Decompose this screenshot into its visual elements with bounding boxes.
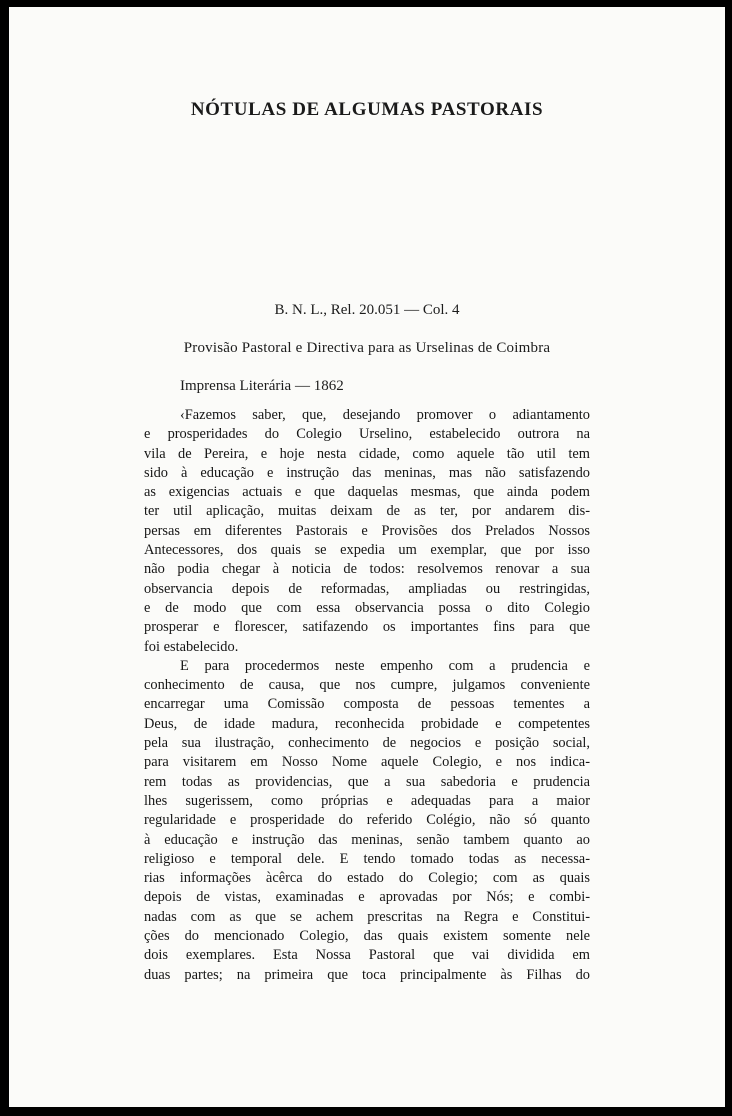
text-line: pela sua ilustração, conhecimento de negocios e posição social,: [144, 735, 590, 752]
text-line: dois exemplares. Esta Nossa Pastoral que vai dividida em: [144, 947, 590, 964]
paragraph-1: [144, 406, 590, 657]
text-line: vila de Pereira, e hoje nesta cidade, como aquele tão util tem: [144, 445, 590, 462]
paragraph-2: [144, 657, 590, 985]
text-line: e prosperidades do Colegio Urselino, estabelecido outrora na: [144, 426, 590, 443]
text-line: Deus, de idade madura, reconhecida probidade e competentes: [144, 715, 590, 732]
text-line: depois de vistas, examinadas e aprovadas por Nós; e combi-: [144, 889, 590, 906]
archive-reference: B. N. L., Rel. 20.051 — Col. 4: [274, 302, 460, 318]
document-subtitle: Provisão Pastoral e Directiva para as Urselinas de Coimbra: [183, 340, 551, 356]
text-line: ções do mencionado Colegio, das quais existem somente nele: [144, 928, 590, 945]
text-line: nadas com as que se achem prescritas na Regra e Constitui-: [144, 908, 590, 925]
text-line: as exigencias actuais e que daquelas mesmas, que ainda podem: [144, 484, 590, 501]
text-line: foi estabelecido.: [144, 638, 239, 655]
text-line: observancia depois de reformadas, ampliadas ou restringidas,: [144, 580, 590, 597]
text-line: à educação e instrução das meninas, senão tambem quanto ao: [144, 831, 590, 848]
text-line: Antecessores, dos quais se expedia um exemplar, que por isso: [144, 542, 590, 559]
text-line: religioso e temporal dele. E tendo tomado todas as necessa-: [144, 850, 590, 867]
body-text: [144, 406, 590, 985]
text-line: prosperar e florescer, satifazendo os importantes fins para que: [144, 619, 590, 636]
text-line: persas em diferentes Pastorais e Provisões dos Prelados Nossos: [144, 522, 590, 539]
imprint-line: Imprensa Literária — 1862: [180, 378, 344, 394]
document-title: NÓTULAS DE ALGUMAS PASTORAIS: [190, 99, 544, 120]
text-line: rias informações àcêrca do estado do Colegio; com as quais: [144, 870, 590, 887]
text-line: duas partes; na primeira que toca principalmente às Filhas do: [144, 966, 590, 983]
text-line: lhes sugerissem, como próprias e adequadas para a maior: [144, 792, 590, 809]
text-line: e de modo que com essa observancia possa o dito Colegio: [144, 599, 590, 616]
text-line: ‹Fazemos saber, que, desejando promover o adiantamento: [180, 407, 590, 423]
text-line: conhecimento de causa, que nos cumpre, julgamos conveniente: [144, 677, 590, 694]
text-line: E para procedermos neste empenho com a prudencia e: [180, 657, 590, 674]
text-line: regularidade e prosperidade do referido Colégio, não só quanto: [144, 812, 590, 829]
document-page: [9, 7, 725, 1107]
text-line: rem todas as providencias, que a sua sabedoria e prudencia: [144, 773, 590, 790]
text-line: encarregar uma Comissão composta de pessoas tementes a: [144, 696, 590, 713]
text-line: ter util aplicação, muitas deixam de as ter, por andarem dis-: [144, 503, 590, 520]
text-line: sido à educação e instrução das meninas, mas não satisfazendo: [144, 464, 590, 481]
text-line: não podia chegar à noticia de todos: resolvemos renovar a sua: [144, 561, 590, 578]
text-line: para visitarem em Nosso Nome aquele Colegio, e nos indica-: [144, 754, 590, 771]
